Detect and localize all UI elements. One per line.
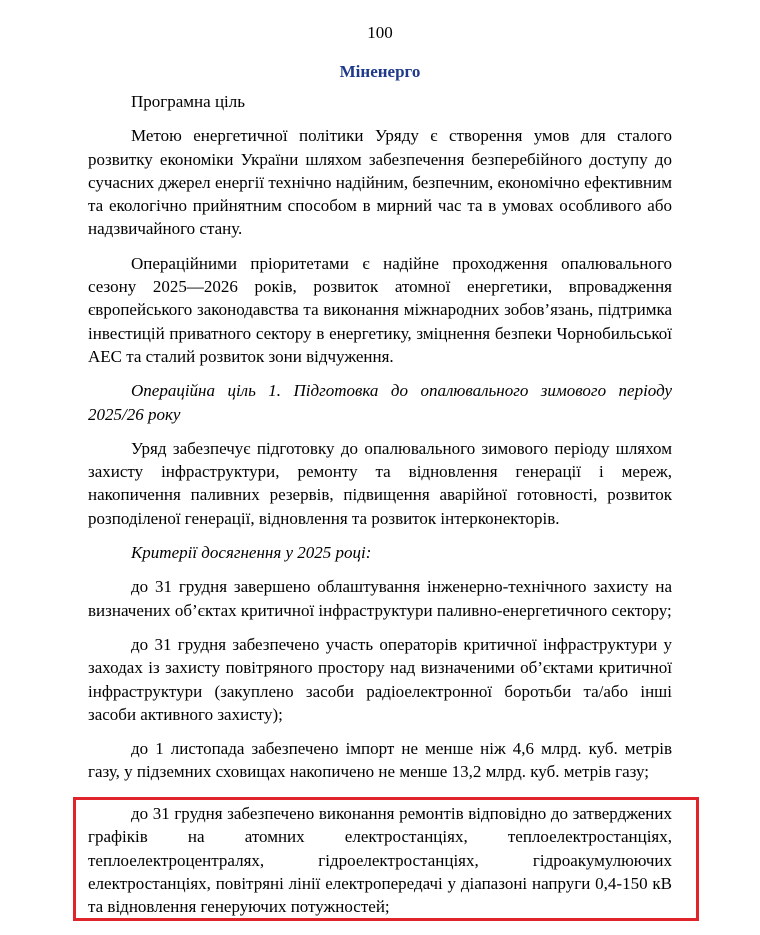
criteria-heading: Критерії досягнення у 2025 році: xyxy=(131,543,372,563)
page-number: 100 xyxy=(367,23,393,42)
operational-priorities-paragraph: Операційними пріоритетами є надійне проходження опалювального сезону 2025—2026 років, розвиток атомної енергетики, впровадження європейського законодавства та виконання міжнародних зобов’язань, підтримка інвестицій приватного сектору в енергетику, зміцнення безпеки Чорнобильської АЕС та сталий розвиток зони відчуження. xyxy=(88,253,672,366)
ministry-heading: Міненерго xyxy=(339,62,421,81)
criterion-item-highlighted: до 31 грудня забезпечено виконання ремонтів відповідно до затверджених графіків на атомних електростанціях, теплоелектростанціях, теплоелектроцентралях, гідроелектростанціях, гідроакумулюючих електростанціях, повітряні лінії електропередачі у діапазоні напруги 0,4-150 кВ та відновлення генеруючих потужностей; xyxy=(88,804,672,917)
operational-goal-paragraph: Уряд забезпечує підготовку до опалювального зимового періоду шляхом захисту інфраструктури, ремонту та відновлення генерації і мереж, накопичення паливних резервів, підвищення аварійної готовності, розвиток розподіленої генерації, відновлення та розвиток інтерконекторів. xyxy=(88,438,672,528)
criterion-item: до 31 грудня забезпечено участь операторів критичної інфраструктури у заходах із захисту повітряного простору над визначеними об’єктами критичної інфраструктури (закуплено засоби радіоелектронної боротьби та/або інші засоби активного захисту); xyxy=(88,634,672,724)
highlighted-criterion xyxy=(88,802,672,918)
criterion-item: до 31 грудня завершено облаштування інженерно-технічного захисту на визначених об’єктах критичної інфраструктури паливно-енергетичного сектору; xyxy=(88,577,672,620)
operational-goal-heading: Операційна ціль 1. Підготовка до опалювального зимового періоду 2025/26 року xyxy=(88,381,672,424)
program-goal-heading: Програмна ціль xyxy=(131,92,246,111)
criterion-item: до 1 листопада забезпечено імпорт не менше ніж 4,6 млрд. куб. метрів газу, у підземних сховищах накопичено не менше 13,2 млрд. куб. метрів газу; xyxy=(88,739,672,782)
program-goal-paragraph: Метою енергетичної політики Уряду є створення умов для сталого розвитку економіки України шляхом забезпечення безперебійного доступу до сучасних джерел енергії технічно надійним, безпечним, економічно ефективним та екологічно прийнятним способом в мирний час та в умовах особливого або надзвичайного стану. xyxy=(88,126,672,239)
document-body xyxy=(88,90,672,795)
